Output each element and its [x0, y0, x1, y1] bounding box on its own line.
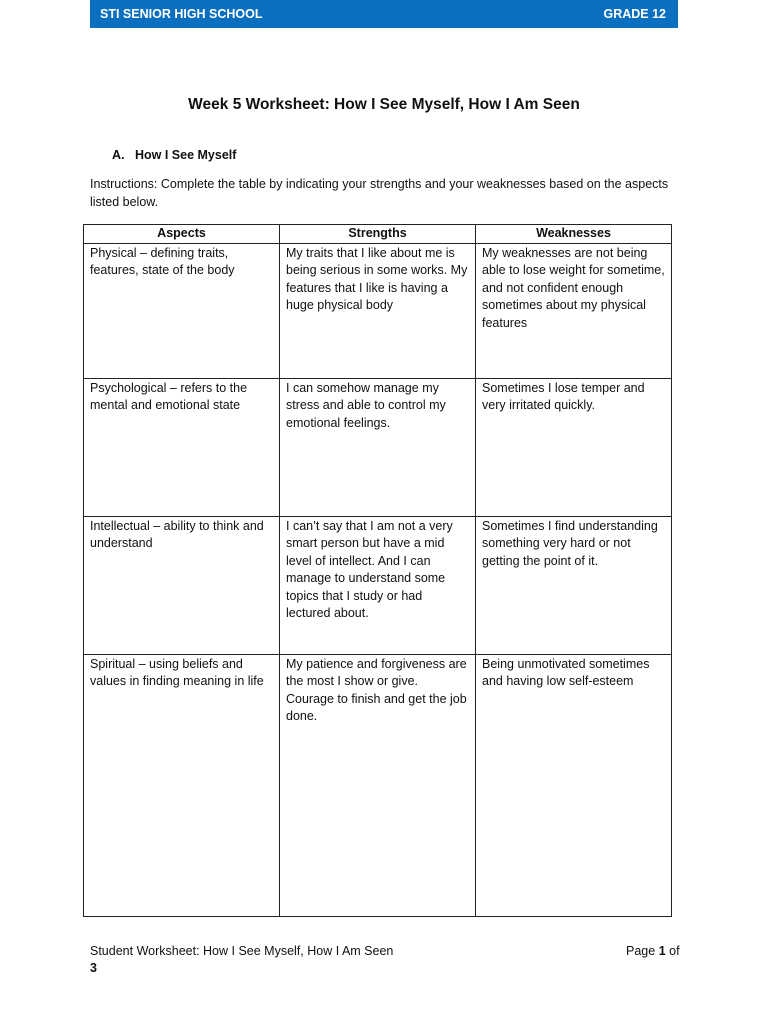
header-aspects: Aspects — [84, 225, 280, 244]
footer-doc-title: Student Worksheet: How I See Myself, How I Am Seen — [90, 944, 394, 958]
strength-cell: My patience and forgiveness are the most I show or give. Courage to finish and get the job done. — [280, 654, 476, 916]
strength-cell: My traits that I like about me is being serious in some works. My features that I like is having a huge physical body — [280, 243, 476, 378]
weakness-cell: Sometimes I lose temper and very irritated quickly. — [476, 378, 672, 516]
table-row — [84, 378, 672, 516]
aspect-cell: Intellectual – ability to think and understand — [84, 516, 280, 654]
header-weaknesses: Weaknesses — [476, 225, 672, 244]
header-strengths: Strengths — [280, 225, 476, 244]
table-row — [84, 654, 672, 916]
header-bar — [90, 0, 678, 28]
aspect-cell: Spiritual – using beliefs and values in finding meaning in life — [84, 654, 280, 916]
grade-label: GRADE 12 — [603, 7, 666, 21]
table-row — [84, 243, 672, 378]
section-number: A. — [112, 148, 125, 162]
weakness-cell: Being unmotivated sometimes and having low self-esteem — [476, 654, 672, 916]
strength-cell: I can’t say that I am not a very smart person but have a mid level of intellect. And I can manage to understand some topics that I study or had lectured about. — [280, 516, 476, 654]
footer-page-of: of — [669, 944, 680, 958]
section-label: How I See Myself — [135, 148, 237, 162]
aspects-table — [83, 224, 672, 917]
section-heading — [112, 148, 236, 162]
aspect-cell: Physical – defining traits, features, state of the body — [84, 243, 280, 378]
footer-page-label: Page — [626, 944, 656, 958]
aspect-cell: Psychological – refers to the mental and emotional state — [84, 378, 280, 516]
footer-page-indicator — [626, 943, 680, 960]
weakness-cell: My weaknesses are not being able to lose weight for sometime, and not confident enough sometimes about my physical features — [476, 243, 672, 378]
strength-cell: I can somehow manage my stress and able to control my emotional feelings. — [280, 378, 476, 516]
table-header-row — [84, 225, 672, 244]
instructions-text: Instructions: Complete the table by indicating your strengths and your weaknesses based on the aspects listed below. — [90, 177, 669, 209]
weakness-cell: Sometimes I find understanding something very hard or not getting the point of it. — [476, 516, 672, 654]
school-name: STI SENIOR HIGH SCHOOL — [100, 7, 263, 21]
footer-page-total: 3 — [90, 961, 97, 975]
page-title: Week 5 Worksheet: How I See Myself, How I Am Seen — [188, 96, 580, 113]
footer-page-number: 1 — [658, 944, 666, 958]
table-row — [84, 516, 672, 654]
